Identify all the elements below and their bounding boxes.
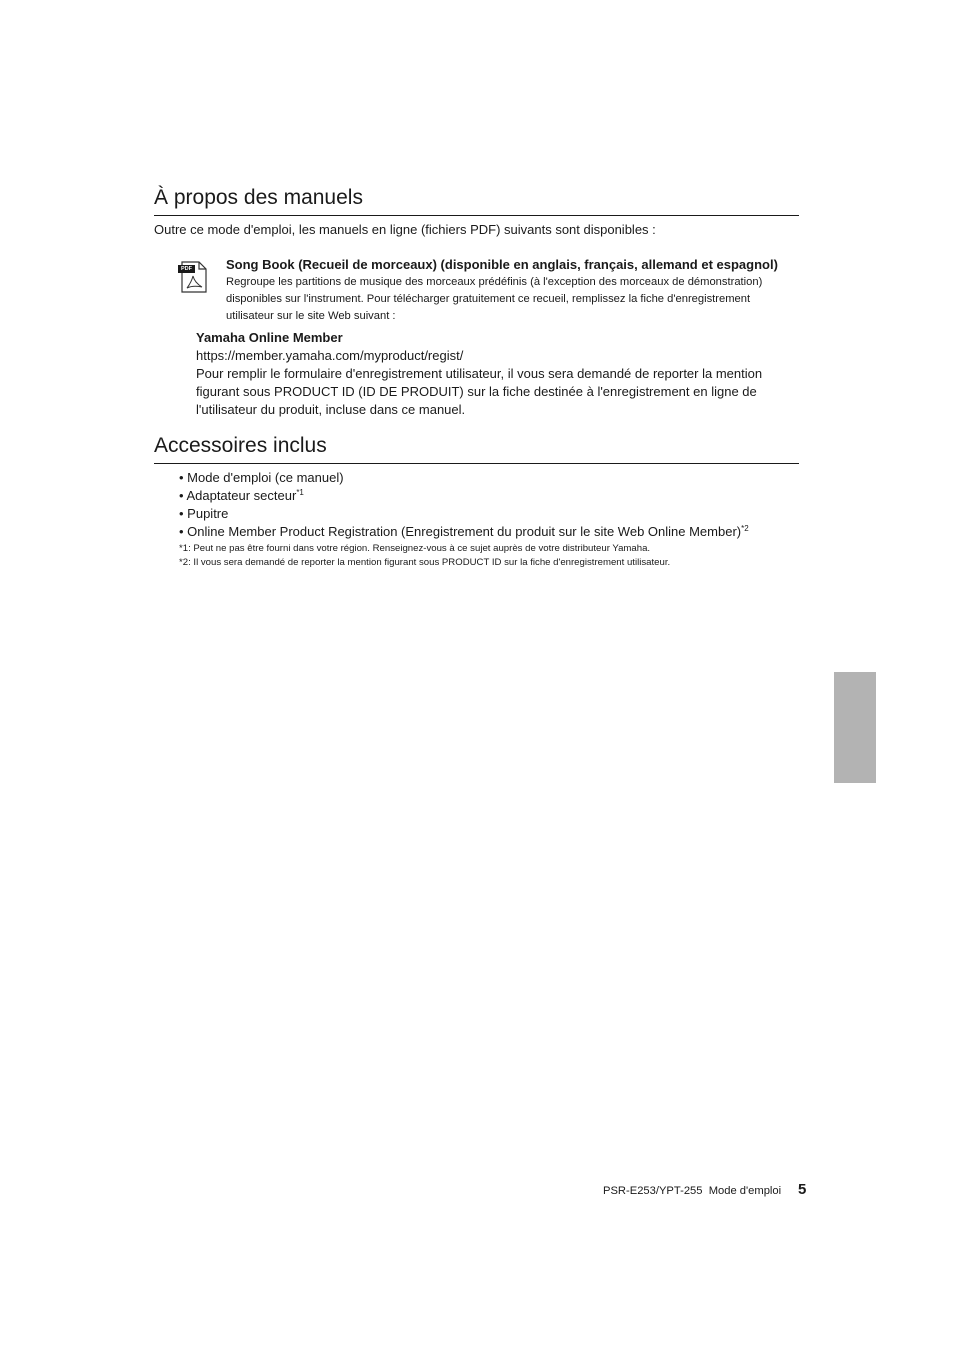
footer xyxy=(603,1182,781,1200)
section-divider xyxy=(154,463,799,464)
page-number: 5 xyxy=(798,1181,807,1198)
section-title-manuals: À propos des manuels xyxy=(154,186,363,209)
songbook-line: Regroupe les partitions de musique des morceaux prédéfinis (à l'exception des morceaux de démonstration) xyxy=(226,276,763,288)
section-divider xyxy=(154,215,799,216)
list-item: • Pupitre xyxy=(179,505,228,523)
member-title: Yamaha Online Member xyxy=(196,330,343,345)
footer-doc: Mode d'emploi xyxy=(708,1185,782,1197)
list-item: • Adaptateur secteur$^{*1}$ xyxy=(179,487,304,505)
songbook-line: disponibles sur l'instrument. Pour télécharger gratuitement ce recueil, remplissez la fiche d'enregistrement xyxy=(226,293,751,305)
side-thumb-tab xyxy=(834,672,876,783)
footnote-ref: *1 xyxy=(296,488,304,497)
songbook-line: utilisateur sur le site Web suivant : xyxy=(226,310,396,322)
list-item: • Online Member Product Registration (Enregistrement du produit sur le site Web Online Member)$^{*2}$ xyxy=(179,523,749,541)
member-url-link[interactable]: https://member.yamaha.com/myproduct/regist/ xyxy=(196,348,464,363)
footnote-ref: *2 xyxy=(741,524,749,533)
footer-model: PSR-E253/YPT-255 xyxy=(603,1185,703,1197)
pdf-icon-label: PDF xyxy=(181,266,192,272)
list-item: • Mode d'emploi (ce manuel) xyxy=(179,469,344,487)
intro-text: Outre ce mode d'emploi, les manuels en ligne (fichiers PDF) suivants sont disponibles : xyxy=(154,222,656,237)
footnote: *2: Il vous sera demandé de reporter la mention figurant sous PRODUCT ID sur la fiche d'enregistrement utilisateur. xyxy=(179,557,671,568)
pdf-icon xyxy=(178,260,208,294)
section-title-accessories: Accessoires inclus xyxy=(154,434,327,457)
member-line: figurant sous PRODUCT ID (ID DE PRODUIT) sur la fiche destinée à l'enregistrement en ligne de xyxy=(196,384,757,399)
member-line: l'utilisateur du produit, incluse dans ce manuel. xyxy=(196,402,466,417)
footnote: *1: Peut ne pas être fourni dans votre région. Renseignez-vous à ce sujet auprès de votre distributeur Yamaha. xyxy=(179,543,651,554)
songbook-title: Song Book (Recueil de morceaux) (disponible en anglais, français, allemand et espagnol) xyxy=(226,257,778,272)
member-line: Pour remplir le formulaire d'enregistrement utilisateur, il vous sera demandé de reporter la mention xyxy=(196,366,763,381)
